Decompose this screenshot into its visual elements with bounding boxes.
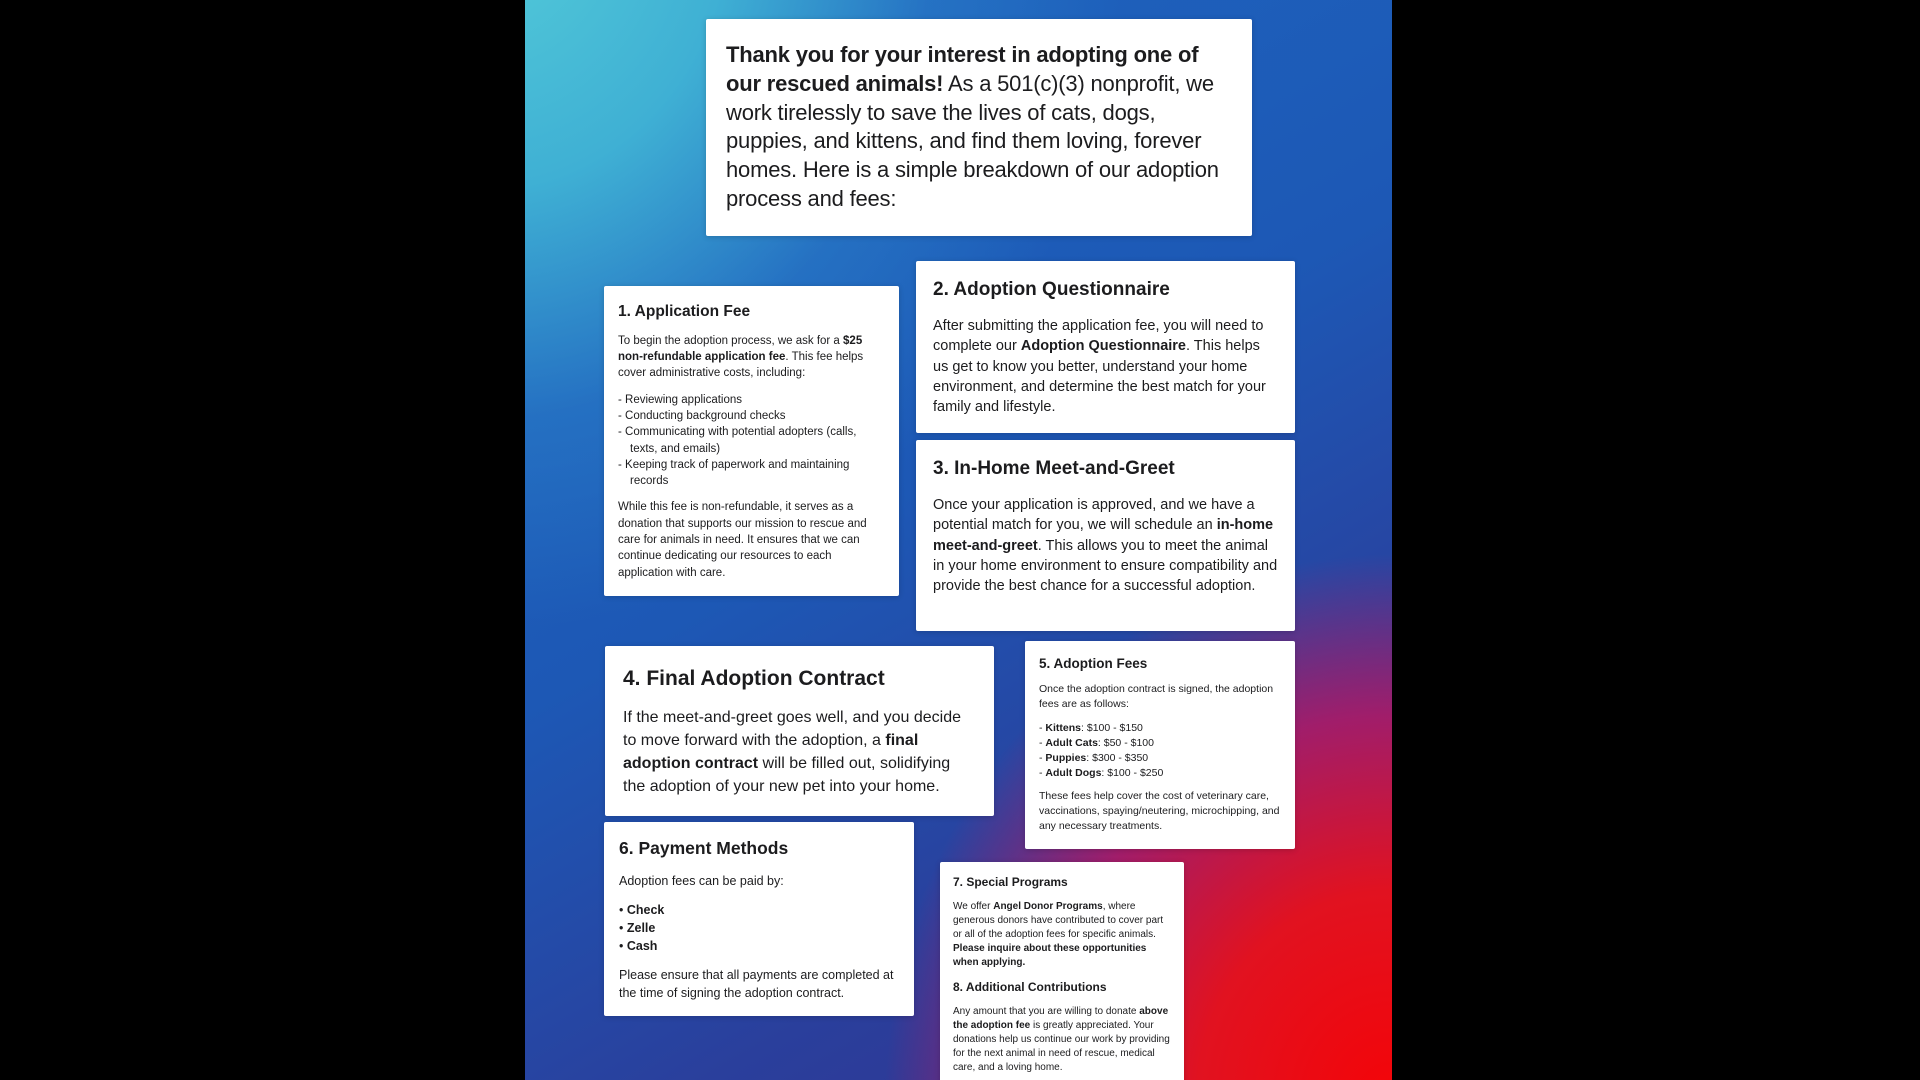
fee-item: - Kittens: $100 - $150	[1039, 721, 1143, 734]
card-paragraph: Once your application is approved, and we have a potential match for you, we will schedule an in-home meet-and-greet. This allows you to meet the animal in your home environment to ensure compatibility and provide the best chance for a successful adoption.	[933, 496, 1278, 595]
card-title: 5. Adoption Fees	[1039, 656, 1148, 671]
card-title: 2. Adoption Questionnaire	[933, 279, 1170, 300]
card-paragraph: Any amount that you are willing to donate above the adoption fee is greatly appreciated. Your donations help us continue our work by providing for the next animal in need of rescue, medical care, and a loving home.	[953, 1005, 1170, 1074]
card-special-programs	[940, 862, 1184, 1080]
intro-card	[706, 19, 1252, 236]
card-title: 1. Application Fee	[618, 303, 751, 320]
fees-list	[1039, 721, 1281, 781]
fee-item: - Adult Cats: $50 - $100	[1039, 736, 1154, 749]
card-paragraph: These fees help cover the cost of veterinary care, vaccinations, spaying/neutering, microchipping, and any necessary treatments.	[1039, 790, 1280, 833]
card-paragraph: If the meet-and-greet goes well, and you decide to move forward with the adoption, a final adoption contract will be filled out, solidifying the adoption of your new pet into your home.	[623, 709, 961, 795]
card-adoption-fees	[1025, 641, 1295, 849]
card-paragraph: After submitting the application fee, you will need to complete our Adoption Questionnaire. This helps us get to know you better, understand your home environment, and determine the best match for your family and lifestyle.	[933, 317, 1266, 416]
payment-item: • Zelle	[619, 920, 656, 935]
payment-list	[619, 901, 899, 955]
application-fee-list	[618, 392, 885, 490]
card-title: 6. Payment Methods	[619, 838, 789, 858]
card-paragraph: Once the adoption contract is signed, the adoption fees are as follows:	[1039, 683, 1274, 710]
flyer-gradient-background	[525, 0, 1392, 1080]
card-title: 8. Additional Contributions	[953, 979, 1107, 994]
payment-item: • Cash	[619, 939, 658, 953]
card-paragraph: To begin the adoption process, we ask for a $25 non-refundable application fee. This fee helps cover administrative costs, including:	[618, 334, 864, 380]
payment-item: • Check	[619, 902, 665, 917]
letterbox-right	[1392, 0, 1920, 1080]
card-title: 4. Final Adoption Contract	[623, 667, 885, 690]
card-payment-methods	[604, 822, 914, 1016]
card-adoption-questionnaire	[916, 261, 1295, 433]
card-meet-and-greet	[916, 440, 1295, 631]
card-application-fee	[604, 286, 899, 596]
list-item: - Reviewing applications	[618, 393, 743, 406]
card-paragraph: Please ensure that all payments are completed at the time of signing the adoption contract.	[619, 967, 894, 1000]
card-paragraph: While this fee is non-refundable, it serves as a donation that supports our mission to rescue and care for animals in need. It ensures that we can continue dedicating our resources to each application with care.	[618, 501, 867, 579]
list-item: - Conducting background checks	[618, 409, 786, 422]
fee-item: - Puppies: $300 - $350	[1039, 751, 1149, 764]
card-title: 3. In-Home Meet-and-Greet	[933, 458, 1175, 479]
card-final-adoption-contract	[605, 646, 994, 816]
intro-text: Thank you for your interest in adopting one of our rescued animals! As a 501(c)(3) nonprofit, we work tirelessly to save the lives of cats, dogs, puppies, and kittens, and find them loving, forever homes. Here is a simple breakdown of our adoption process and fees:	[726, 42, 1219, 212]
card-paragraph: We offer Angel Donor Programs, where generous donors have contributed to cover part or all of the adoption fees for specific animals. Please inquire about these opportunities when applying.	[953, 900, 1164, 969]
card-title: 7. Special Programs	[953, 875, 1068, 889]
letterbox-left	[0, 0, 525, 1080]
list-item: - Keeping track of paperwork and maintaining records	[618, 458, 850, 488]
card-paragraph: Adoption fees can be paid by:	[619, 874, 784, 888]
fee-item: - Adult Dogs: $100 - $250	[1039, 766, 1164, 779]
list-item: - Communicating with potential adopters (calls, texts, and emails)	[618, 426, 857, 455]
